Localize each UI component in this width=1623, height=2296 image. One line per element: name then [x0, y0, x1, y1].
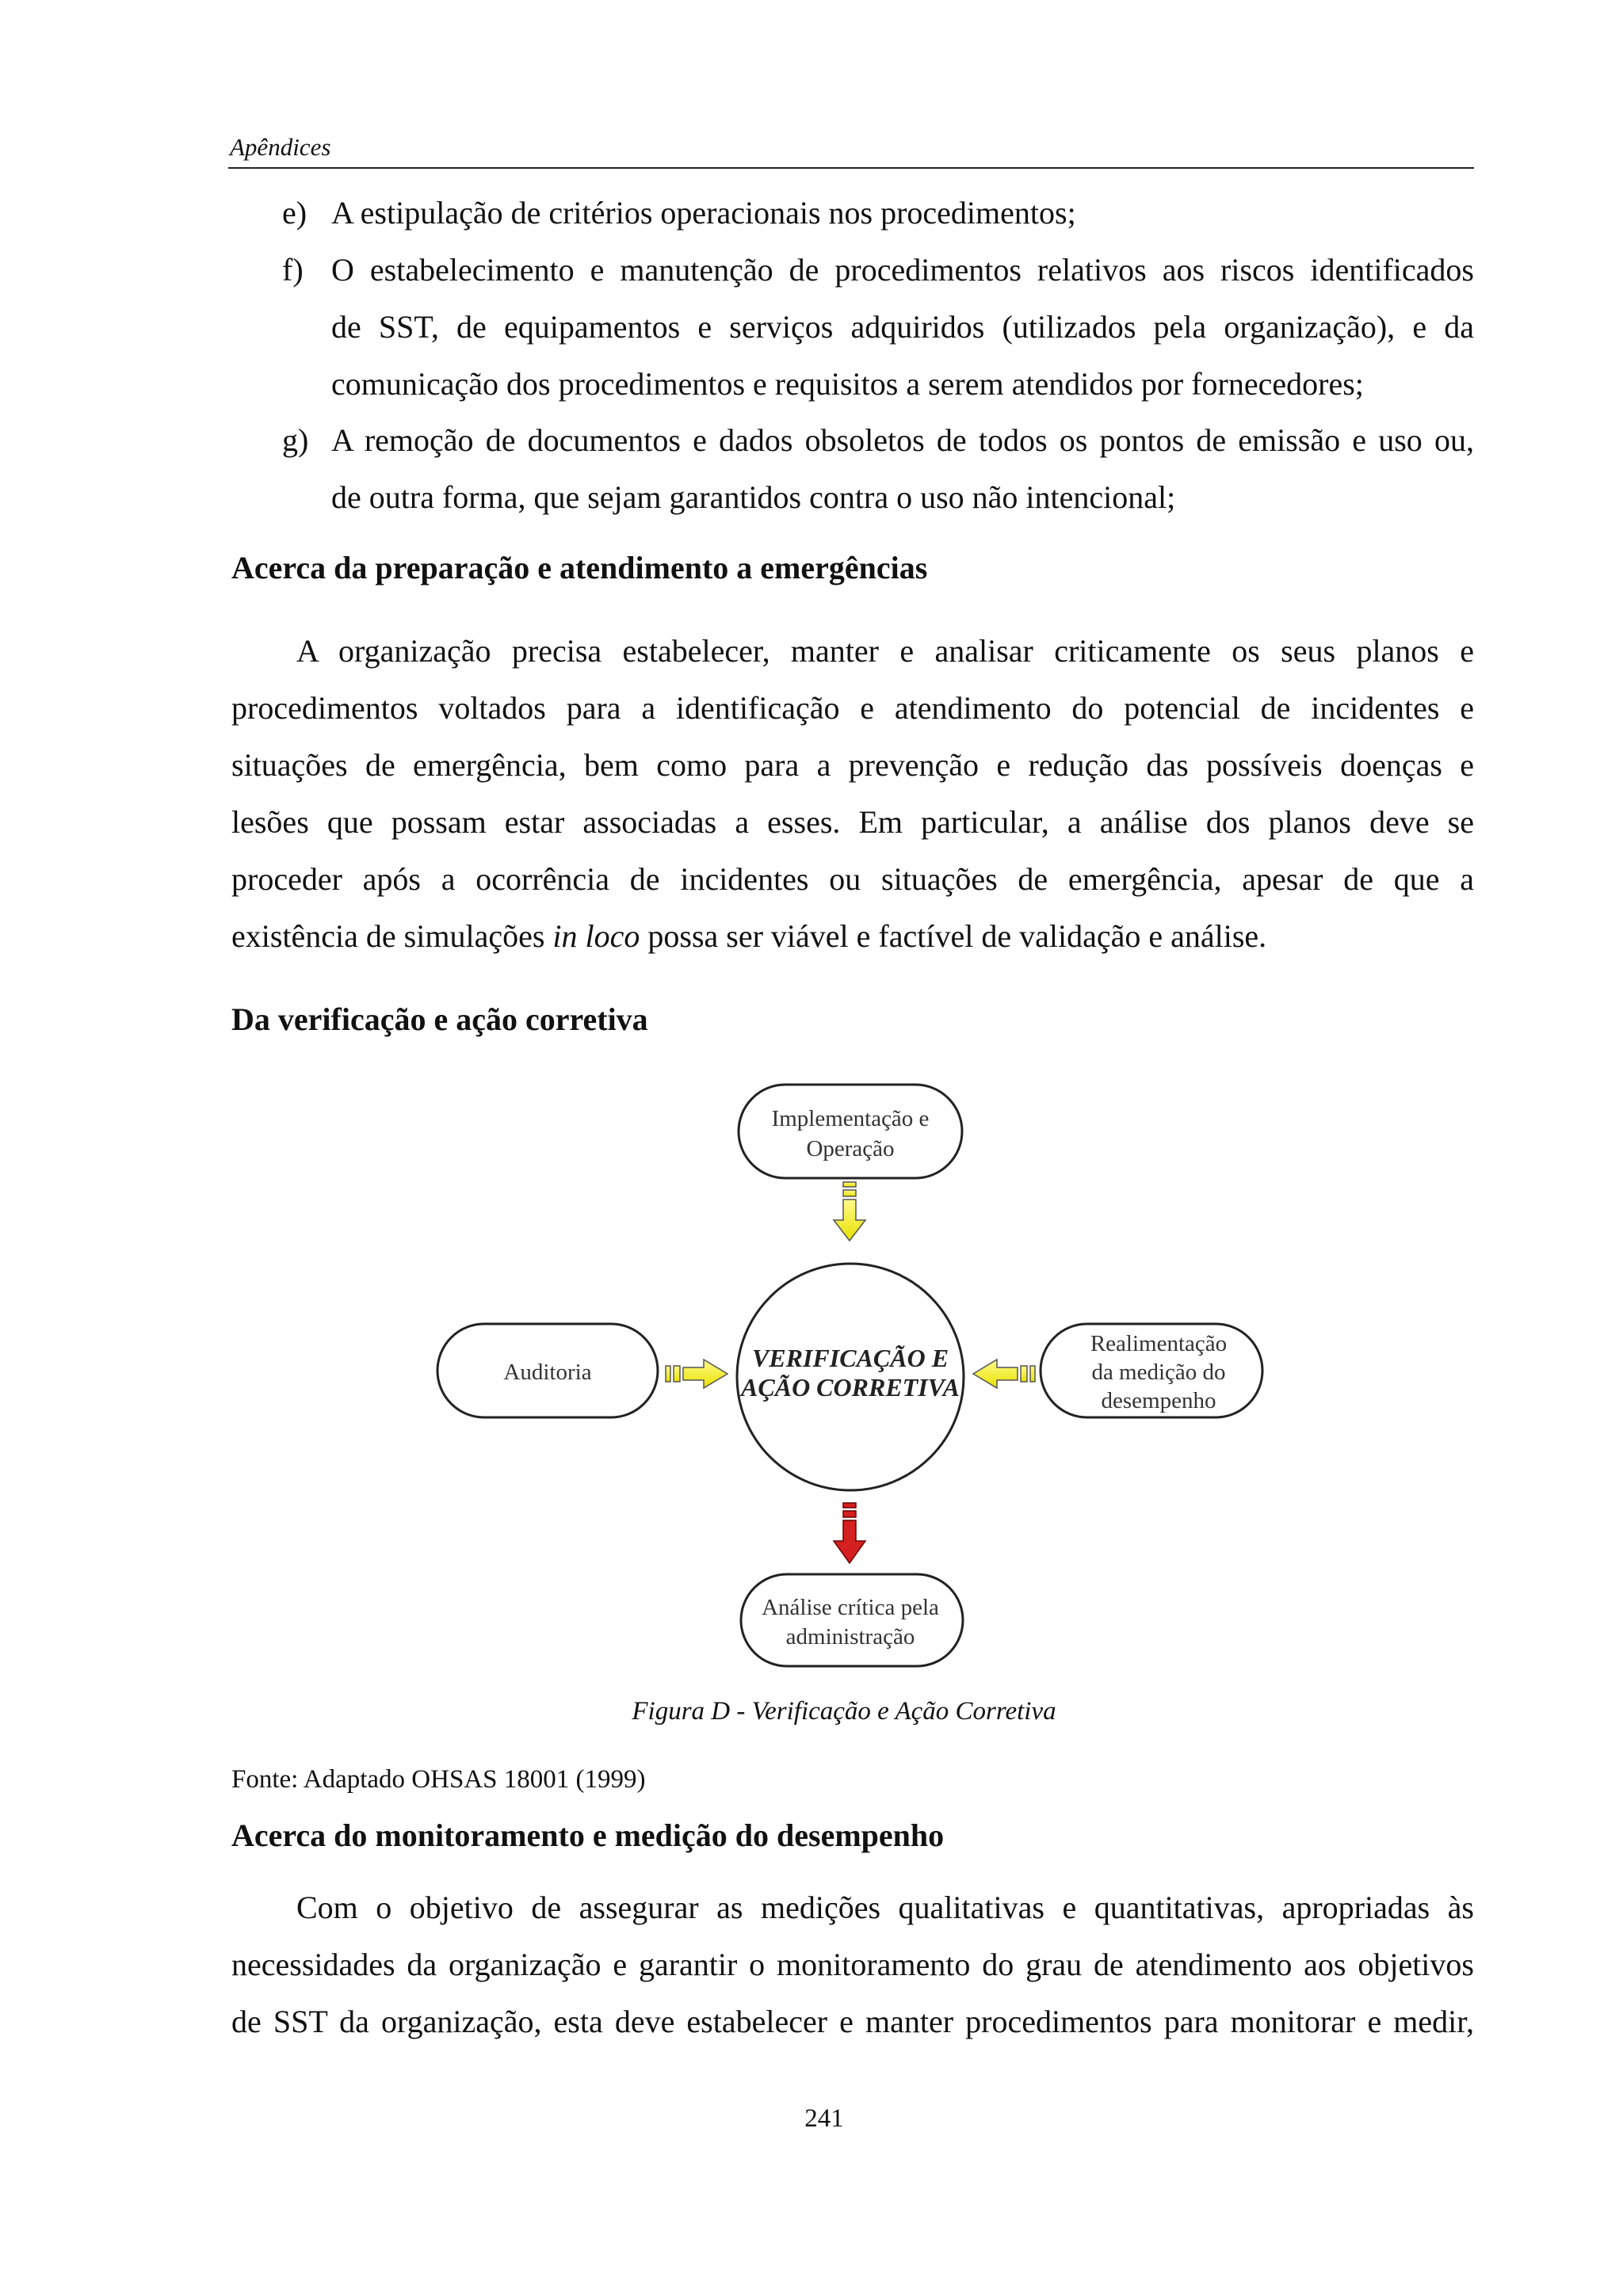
- paragraph-line: Com o objetivo de assegurar as medições qualitativas e quantitativas, apropriadas às: [296, 1890, 1474, 1925]
- paragraph-line: situações de emergência, bem como para a prevenção e redução das possíveis doenças e: [231, 747, 1474, 783]
- text-run: possa ser viável e factível de validação e análise.: [640, 918, 1267, 954]
- node-label: da medição do: [1091, 1360, 1226, 1385]
- node-auditoria: [437, 1324, 658, 1417]
- arrow-down-red: [834, 1503, 865, 1563]
- node-label: Auditoria: [503, 1360, 592, 1385]
- node-label: Implementação e: [771, 1106, 930, 1131]
- list-text: de outra forma, que sejam garantidos contra o uso não intencional;: [331, 479, 1176, 515]
- arrow-right-yellow: [666, 1360, 727, 1388]
- paragraph-line: lesões que possam estar associadas a esses. Em particular, a análise dos planos deve se: [231, 804, 1474, 840]
- running-header: Apêndices: [230, 133, 331, 161]
- list-text: comunicação dos procedimentos e requisitos a serem atendidos por fornecedores;: [331, 366, 1364, 402]
- list-text: O estabelecimento e manutenção de procedimentos relativos aos riscos identificados: [331, 252, 1474, 288]
- node-realimentacao: [1041, 1324, 1262, 1417]
- paragraph-line: proceder após a ocorrência de incidentes ou situações de emergência, apesar de que a: [231, 861, 1474, 897]
- section-heading-emergencias: Acerca da preparação e atendimento a emergências: [231, 550, 928, 585]
- paragraph-line: procedimentos voltados para a identificação e atendimento do potencial de incidentes e: [231, 690, 1474, 726]
- section-heading-monitoramento: Acerca do monitoramento e medição do desempenho: [231, 1817, 945, 1853]
- node-analise-critica: [741, 1574, 963, 1666]
- list-text: A estipulação de critérios operacionais nos procedimentos;: [331, 195, 1076, 231]
- node-label: Operação: [806, 1136, 895, 1161]
- list-text: de SST, de equipamentos e serviços adquiridos (utilizados pela organização), e da: [331, 309, 1474, 345]
- center-label: AÇÃO CORRETIVA: [741, 1373, 960, 1402]
- list-text: A remoção de documentos e dados obsoletos de todos os pontos de emissão e uso ou,: [331, 422, 1474, 458]
- node-implementacao-operacao: [739, 1085, 962, 1178]
- node-label: desempenho: [1101, 1388, 1216, 1413]
- text-run: existência de simulações: [231, 918, 553, 954]
- node-label: administração: [785, 1624, 915, 1650]
- center-label: VERIFICAÇÃO E: [751, 1344, 949, 1372]
- paragraph-line: A organização precisa estabelecer, manter e analisar criticamente os seus planos e: [296, 633, 1474, 669]
- list-marker: f): [282, 252, 304, 288]
- paragraph-line: de SST da organização, esta deve estabelecer e manter procedimentos para monitorar e medir,: [231, 2004, 1474, 2039]
- page-number: 241: [804, 2104, 844, 2133]
- figure-source: Fonte: Adaptado OHSAS 18001 (1999): [231, 1765, 646, 1794]
- list-marker: g): [282, 422, 309, 458]
- figure-caption: Figura D - Verificação e Ação Corretiva: [632, 1697, 1056, 1726]
- node-label: Análise crítica pela: [762, 1595, 939, 1620]
- paragraph-line: necessidades da organização e garantir o monitoramento do grau de atendimento aos objetivos: [231, 1947, 1474, 1982]
- arrow-left-yellow: [973, 1360, 1035, 1388]
- arrow-down-yellow: [834, 1182, 865, 1241]
- node-label: Realimentação: [1090, 1331, 1228, 1356]
- center-verificacao: [737, 1264, 964, 1490]
- list-marker: e): [282, 195, 307, 231]
- section-heading-verificacao: Da verificação e ação corretiva: [231, 1001, 648, 1037]
- italic-term: in loco: [552, 918, 640, 954]
